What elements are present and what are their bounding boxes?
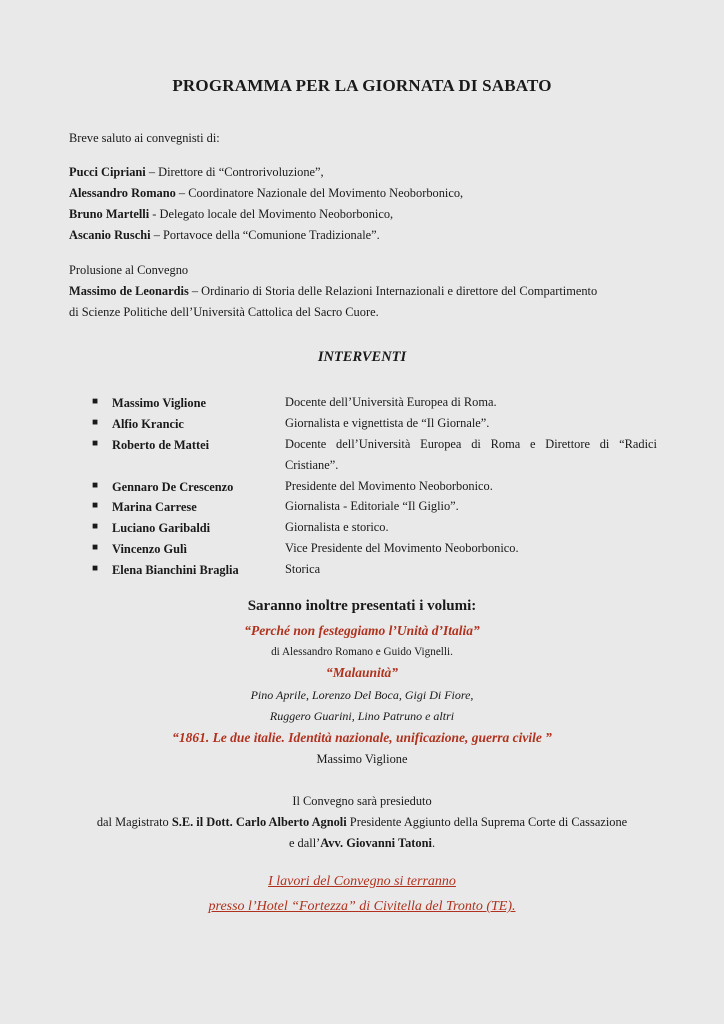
speaker-desc: Presidente del Movimento Neoborbonico. [285,479,493,493]
interventi-heading: INTERVENTI [317,349,407,365]
presidency-line: Il Convegno sarà presieduto [292,794,432,808]
speaker-desc: Giornalista - Editoriale “Il Giglio”. [285,499,459,513]
presidency-text: dal Magistrato [96,815,172,829]
presidency-text: Presidente Aggiunto della Suprema Corte di Cassazione [346,815,628,829]
speaker-desc: Docente dell’Università Europea di Roma. [285,395,497,409]
presiding-judge: S.E. il Dott. Carlo Alberto Agnoli [171,815,347,829]
bullet-icon: ■ [92,480,99,491]
book-title: “1861. Le due italie. Identità nazionale, unificazione, guerra civile ” [172,730,552,745]
presidency-text: e dall’ [288,836,321,850]
greeting-intro: Breve saluto ai convegnisti di: [69,131,220,145]
greeter-role: – Portavoce della “Comunione Tradizionale”. [150,228,380,242]
speaker-name: Gennaro De Crescenzo [112,480,234,494]
greeter-line [69,165,324,180]
greeter-line [69,186,463,201]
speaker-desc: Storica [285,562,321,576]
book-authors: di Alessandro Romano e Guido Vignelli. [271,646,453,658]
venue-line: presso l’Hotel “Fortezza” di Civitella del Tronto (TE). [208,899,516,914]
presidency-line [0,815,724,830]
speaker-name: Massimo Viglione [112,396,206,410]
speaker-name: Vincenzo Gulì [112,542,187,556]
prolusion-line [69,284,597,299]
bullet-icon: ■ [92,417,99,428]
speaker-name: Roberto de Mattei [112,438,210,452]
presiding-lawyer: Avv. Giovanni Tatoni [320,836,432,850]
prolusion-label: Prolusione al Convegno [69,263,189,277]
bullet-icon: ■ [92,500,99,511]
book-authors: Pino Aprile, Lorenzo Del Boca, Gigi Di Fiore, [250,688,474,702]
bullet-icon: ■ [92,563,99,574]
book-author: Massimo Viglione [316,752,408,766]
bullet-icon: ■ [92,521,99,532]
book-authors: Ruggero Guarini, Lino Patruno e altri [269,709,455,723]
bullet-icon: ■ [92,396,99,407]
greeter-role: – Direttore di “Controrivoluzione”, [145,165,324,179]
greeter-name: Bruno Martelli [69,207,150,221]
book-title: “Malaunità” [325,665,399,680]
prolusion-desc: – Ordinario di Storia delle Relazioni Internazionali e direttore del Compartimento [188,284,598,298]
greeter-line [69,207,393,222]
presidency-line [0,836,724,851]
speaker-name: Marina Carrese [112,500,197,514]
speaker-desc: Vice Presidente del Movimento Neoborbonico. [285,541,519,555]
speaker-name: Elena Bianchini Braglia [112,563,239,577]
greeter-role: – Coordinatore Nazionale del Movimento Neoborbonico, [175,186,464,200]
venue-line: I lavori del Convegno si terranno [268,874,456,889]
presidency-text: . [431,836,436,850]
speaker-desc: Docente dell’Università Europea di Roma e Direttore di “Radici Cristiane”. [285,437,657,472]
books-heading: Saranno inoltre presentati i volumi: [247,598,477,614]
page-title: PROGRAMMA PER LA GIORNATA DI SABATO [172,76,552,95]
greeter-name: Pucci Cipriani [69,165,146,179]
greeter-line [69,228,380,243]
bullet-icon: ■ [92,542,99,553]
bullet-icon: ■ [92,438,99,449]
speaker-name: Luciano Garibaldi [112,521,211,535]
greeter-name: Ascanio Ruschi [69,228,151,242]
speaker-name: Alfio Krancic [112,417,184,431]
greeter-name: Alessandro Romano [69,186,176,200]
prolusion-desc-continued: di Scienze Politiche dell’Università Cattolica del Sacro Cuore. [69,305,379,319]
prolusion-name: Massimo de Leonardis [69,284,189,298]
speaker-desc: Giornalista e vignettista de “Il Giornale”. [285,416,490,430]
speaker-desc: Giornalista e storico. [285,520,389,534]
book-title: “Perché non festeggiamo l’Unità d’Italia” [244,623,480,638]
greeter-role: - Delegato locale del Movimento Neoborbonico, [149,207,394,221]
